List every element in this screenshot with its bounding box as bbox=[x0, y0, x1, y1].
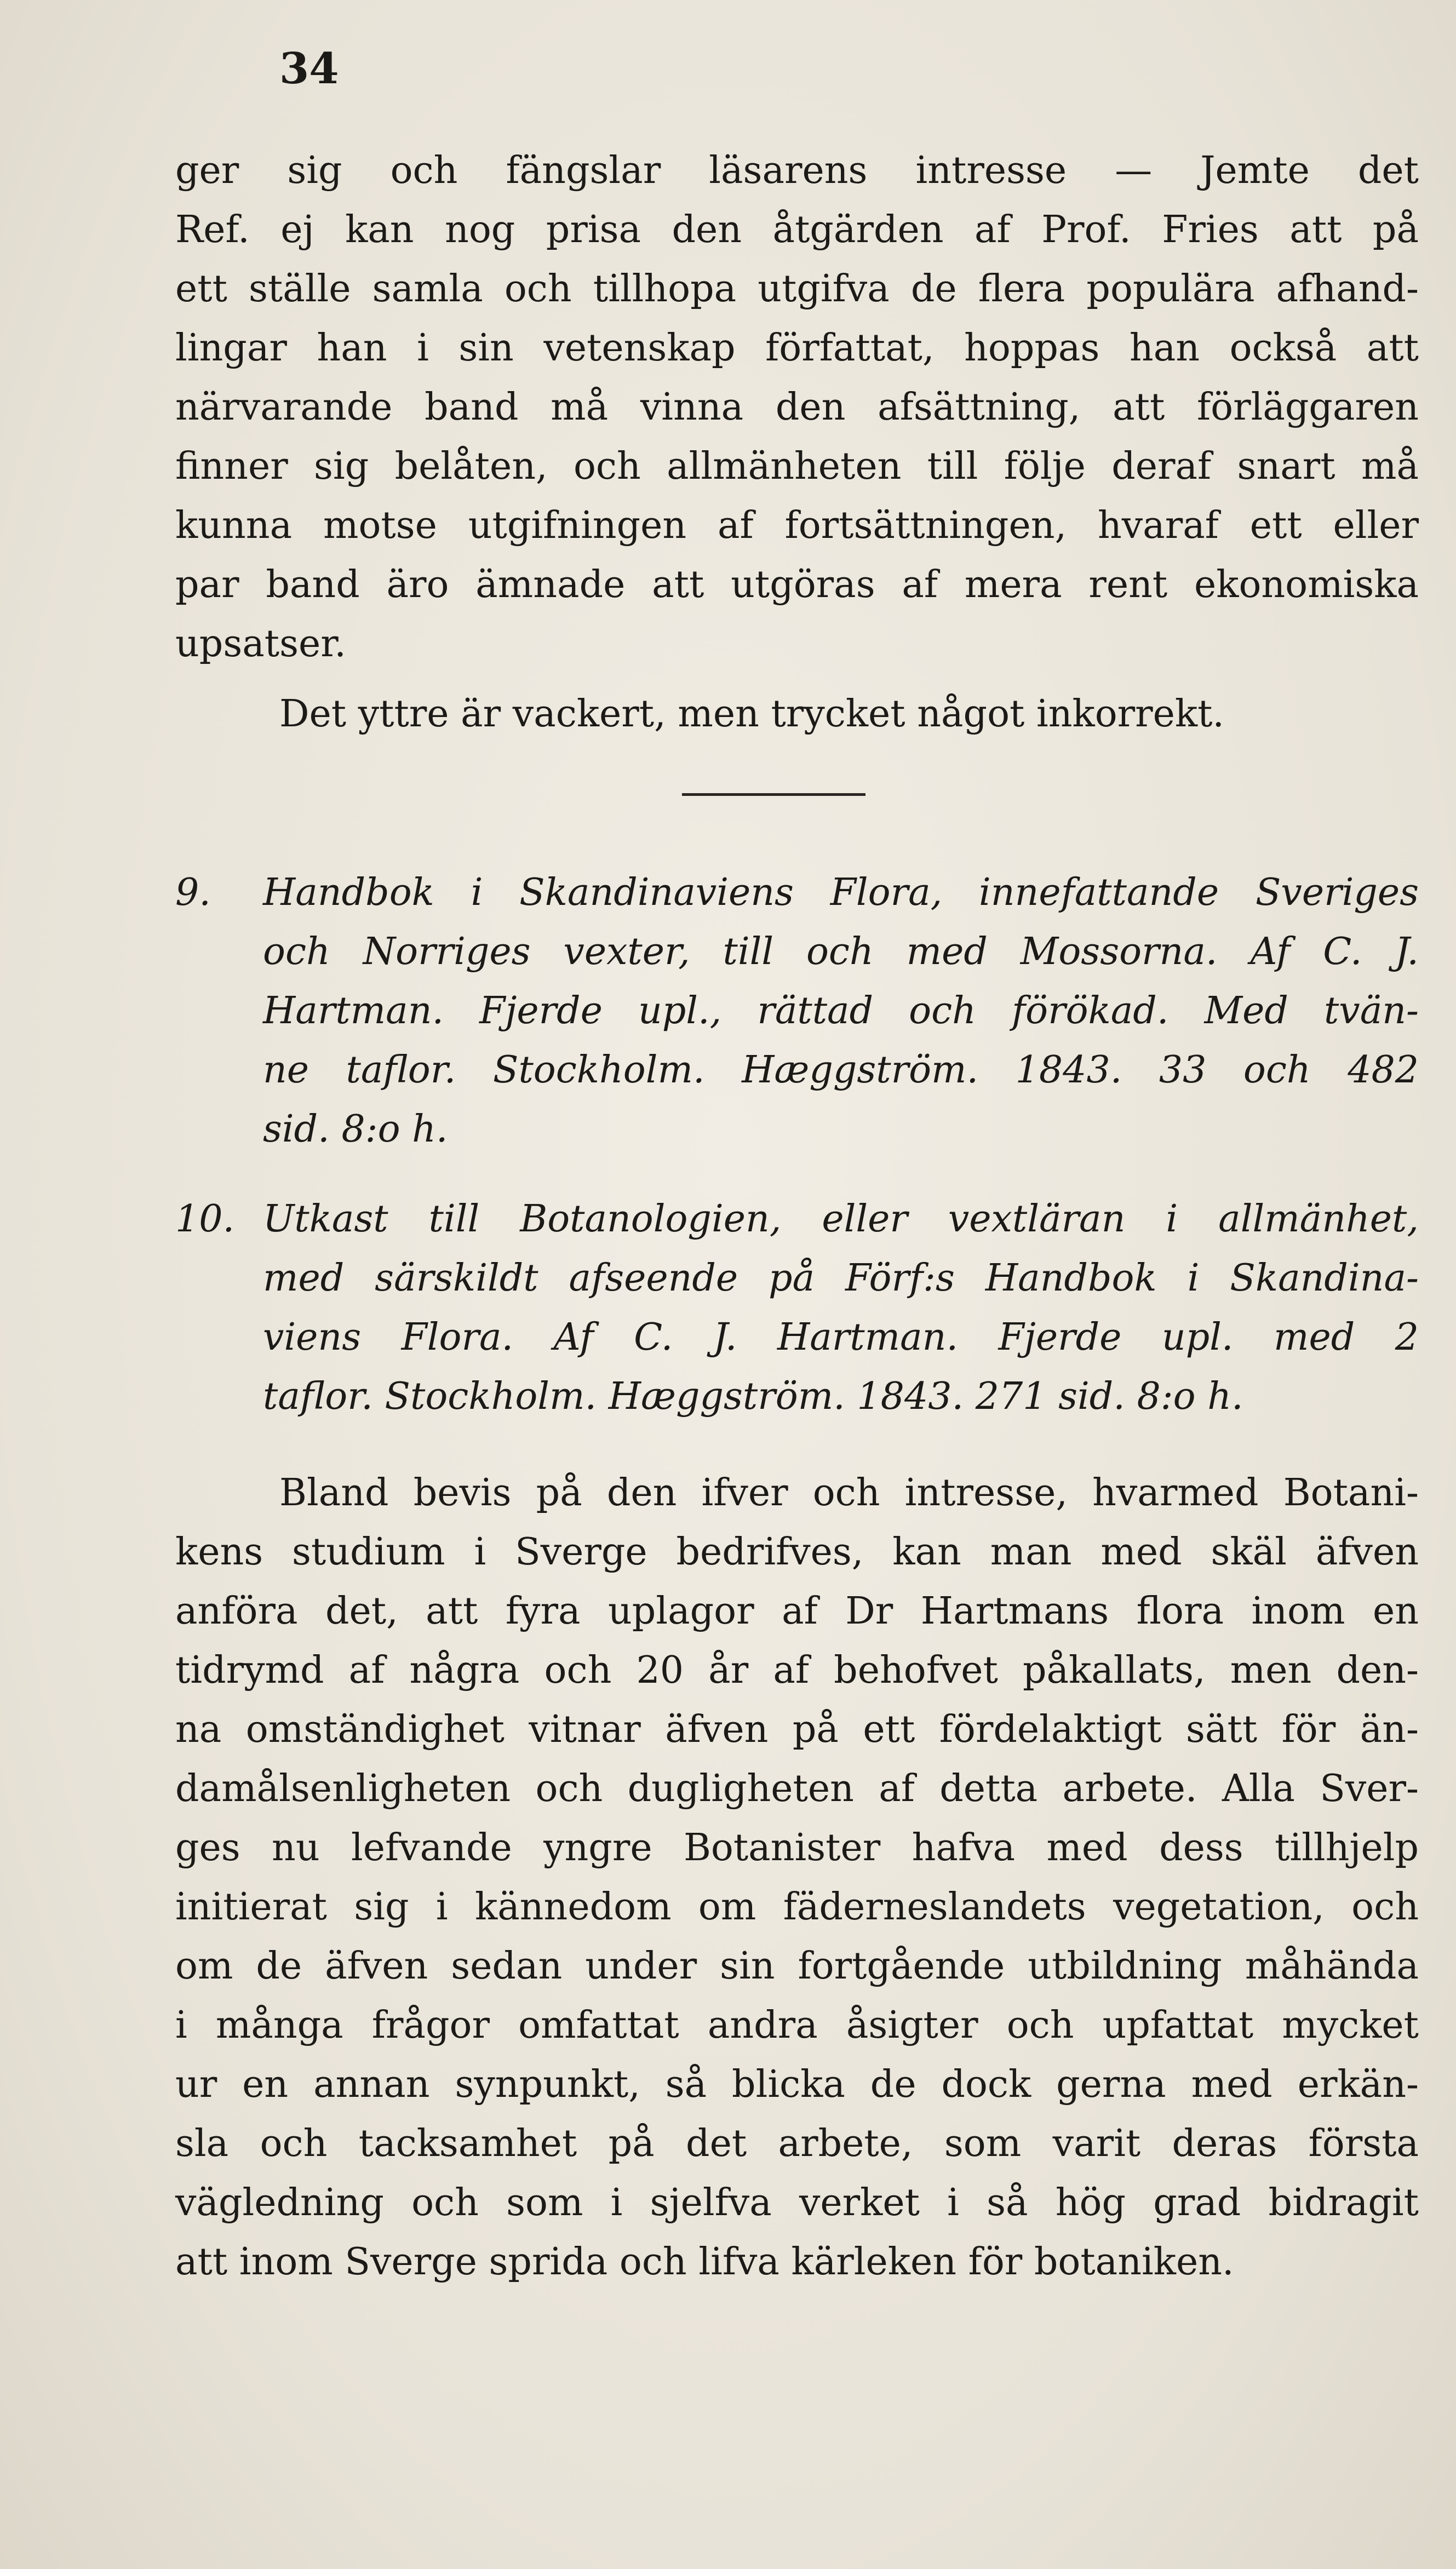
entry-line: viens Flora. Af C. J. Hartman. Fjerde upl. med 2 bbox=[263, 1316, 1419, 1359]
text-line: vägledning och som i sjelfva verket i så hög grad bidragit bbox=[175, 2181, 1419, 2224]
text-line: sla och tacksamhet på det arbete, som varit deras första bbox=[175, 2122, 1419, 2165]
text-line: par band äro ämnade att utgöras af mera rent ekonomiska bbox=[175, 563, 1419, 606]
text-line: ett ställe samla och tillhopa utgifva de flera populära afhand- bbox=[175, 267, 1419, 311]
entry-line: sid. 8:o h. bbox=[263, 1108, 448, 1151]
text-line: i många frågor omfattat andra åsigter och upfattat mycket bbox=[175, 2004, 1419, 2047]
text-line: upsatser. bbox=[175, 622, 346, 666]
entry-line: ne taflor. Stockholm. Hæggström. 1843. 33 och 482 bbox=[263, 1048, 1419, 1092]
text-line: initierat sig i kännedom om fäderneslandets vegetation, och bbox=[175, 1885, 1419, 1929]
text-line: tidrymd af några och 20 år af behofvet påkallats, men den- bbox=[175, 1649, 1419, 1692]
text-line: om de äfven sedan under sin fortgående utbildning måhända bbox=[175, 1945, 1419, 1988]
entry-line: och Norriges vexter, till och med Mossorna. Af C. J. bbox=[263, 930, 1419, 973]
text-line: na omständighet vitnar äfven på ett fördelaktigt sätt för än- bbox=[175, 1708, 1419, 1751]
text-line: Det yttre är vackert, men trycket något inkorrekt. bbox=[279, 692, 1225, 736]
text-line: damålsenligheten och dugligheten af detta arbete. Alla Sver- bbox=[175, 1767, 1419, 1810]
entry-number: 10. bbox=[175, 1197, 235, 1241]
text-line: kunna motse utgifningen af fortsättningen, hvaraf ett eller bbox=[175, 504, 1419, 547]
text-line: lingar han i sin vetenskap författat, hoppas han också att bbox=[175, 326, 1419, 370]
text-line: ges nu lefvande yngre Botanister hafva med dess tillhjelp bbox=[175, 1826, 1419, 1870]
entry-number: 9. bbox=[175, 871, 211, 914]
entry-line: med särskildt afseende på Förf:s Handbok i Skandina- bbox=[263, 1257, 1419, 1300]
text-line: närvarande band må vinna den afsättning, att förläggaren bbox=[175, 386, 1419, 429]
text-line: anföra det, att fyra uplagor af Dr Hartmans flora inom en bbox=[175, 1590, 1419, 1633]
text-line: ur en annan synpunkt, så blicka de dock gerna med erkän- bbox=[175, 2063, 1419, 2106]
entry-line: Hartman. Fjerde upl., rättad och förökad. Med tvän- bbox=[263, 989, 1419, 1033]
page-number: 34 bbox=[279, 44, 339, 94]
entry-line: Utkast till Botanologien, eller vextläran i allmänhet, bbox=[263, 1197, 1419, 1241]
text-line: kens studium i Sverge bedrifves, kan man med skäl äfven bbox=[175, 1530, 1419, 1574]
text-line: finner sig belåten, och allmänheten till följe deraf snart må bbox=[175, 445, 1419, 488]
text-line: ger sig och fängslar läsarens intresse — Jemte det bbox=[175, 149, 1419, 192]
entry-line: Handbok i Skandinaviens Flora, innefattande Sveriges bbox=[263, 871, 1419, 914]
section-divider bbox=[682, 793, 865, 796]
entry-line: taflor. Stockholm. Hæggström. 1843. 271 sid. 8:o h. bbox=[263, 1375, 1243, 1418]
text-line: Ref. ej kan nog prisa den åtgärden af Prof. Fries att på bbox=[175, 208, 1419, 251]
text-line: att inom Sverge sprida och lifva kärleken för botaniken. bbox=[175, 2240, 1234, 2284]
text-line: Bland bevis på den ifver och intresse, hvarmed Botani- bbox=[279, 1471, 1419, 1515]
